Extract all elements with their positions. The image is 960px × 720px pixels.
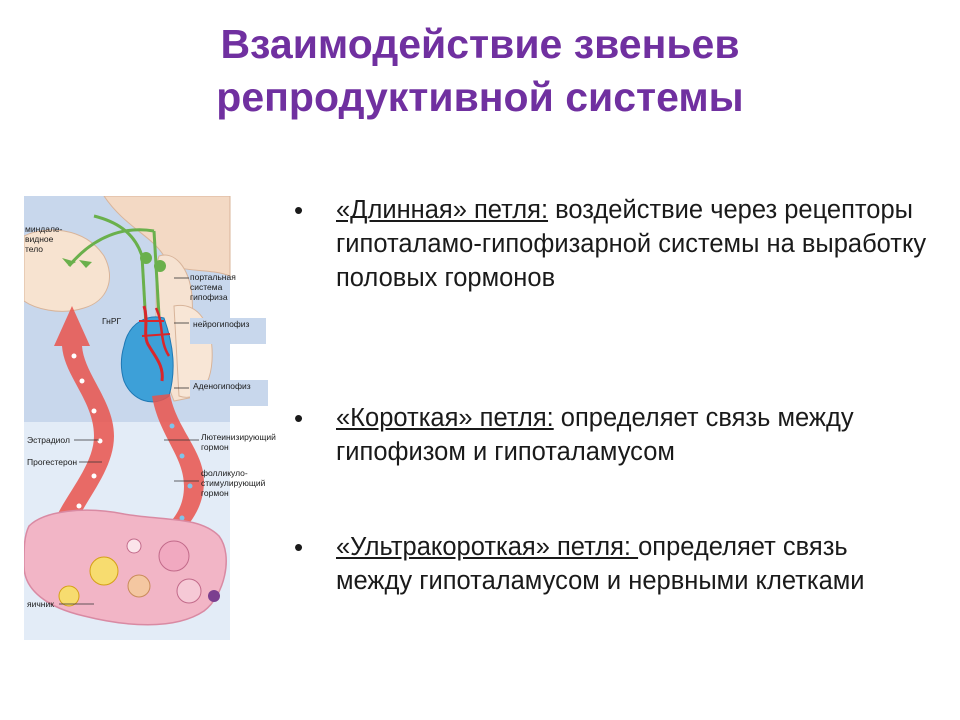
- label-progesterone: Прогестерон: [27, 457, 78, 467]
- label-portal-system: портальная система гипофиза: [190, 272, 236, 302]
- diagram-illustration: [24, 196, 270, 640]
- bullet-long-loop: [290, 193, 930, 295]
- label-adenohypophysis: Аденогипофиз: [190, 380, 268, 406]
- bullet-heading: «Ультракороткая» петля:: [336, 533, 639, 561]
- bullet-marker: •: [294, 195, 304, 225]
- title-line-2: репродуктивной системы: [216, 74, 744, 120]
- label-fsh: фолликуло- стимулирующий гормон: [201, 468, 266, 498]
- label-luteinizing-hormone: Лютеинизирующий гормон: [201, 432, 276, 452]
- reproductive-system-diagram: [24, 196, 276, 640]
- bullet-text: определяет связь между гипоталамусом и нервными клетками: [336, 533, 865, 595]
- bullet-heading: «Длинная» петля:: [336, 196, 549, 224]
- title-line-1: Взаимодействие звеньев: [220, 21, 740, 67]
- label-amygdala: миндале- видное тело: [25, 224, 63, 254]
- bullet-marker: •: [294, 532, 304, 562]
- bullet-marker: •: [294, 403, 304, 433]
- bullet-heading: «Короткая» петля:: [336, 404, 554, 432]
- bullet-short-loop: [290, 401, 930, 469]
- label-neurohypophysis: нейрогипофиз: [190, 318, 266, 344]
- label-estradiol: Эстрадиол: [27, 435, 70, 445]
- bullet-text: воздействие через рецепторы гипоталамо-гипофизарной системы на выработку половых гормонов: [336, 196, 927, 292]
- label-ovary: яичник: [27, 599, 54, 609]
- bullet-text: определяет связь между гипофизом и гипоталамусом: [336, 404, 854, 466]
- slide-title: [0, 18, 960, 124]
- label-gnrg: ГнРГ: [102, 316, 122, 326]
- bullet-ultrashort-loop: [290, 530, 930, 598]
